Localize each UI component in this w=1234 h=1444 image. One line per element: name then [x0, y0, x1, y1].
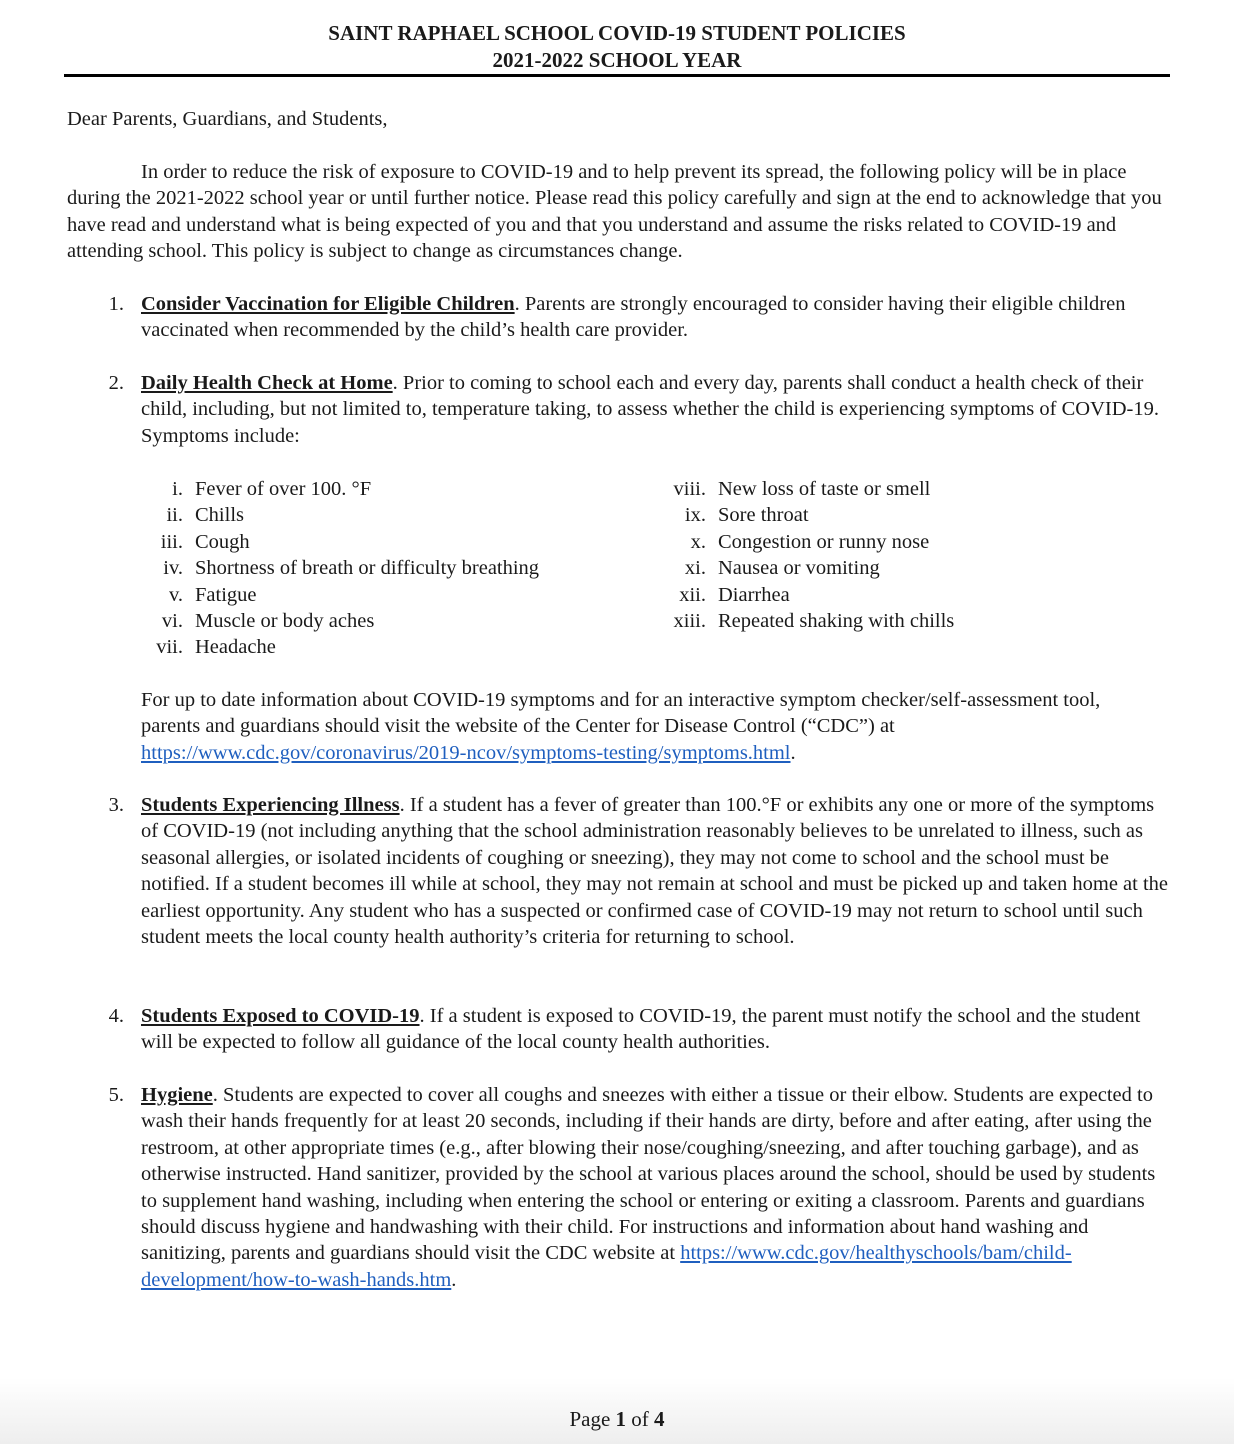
document-title	[64, 20, 1170, 74]
info-text: For up to date information about COVID-19 symptoms and for an interactive symptom checker/self-assessment tool, parents and guardians should visit the website of the Center for Disease Control (“CDC”) at	[141, 689, 1101, 738]
list-item: v. Fatigue	[168, 583, 257, 606]
list-item: xii. Diarrhea	[679, 583, 790, 606]
page-total: 4	[654, 1407, 665, 1431]
page-of-label: of	[631, 1407, 649, 1431]
item-text: . Prior to coming to school each and every day, parents shall conduct a health check of their child, including, but not limited to, temperature taking, to assess whether the child is experiencing symptoms of COVID-19. Symptoms include:	[141, 372, 1159, 447]
list-item: iv. Shortness of breath or difficulty breathing	[163, 557, 540, 580]
list-item: ix. Sore throat	[684, 504, 809, 527]
list-item: ii. Chills	[166, 504, 244, 527]
item-number: 3.	[108, 794, 124, 816]
policy-item-5: 5. Hygiene. Students are expected to cover all coughs and sneezes with either a tissue or their elbow. Students are expected to wash their hands frequently for at least 20 seconds, including if their hands are dirty, before and after eating, after using the restroom, at other appropriate times (e.g., after blowing their nose/coughing/sneezing, and after touching garbage), and as otherwise instructed. Hand sanitizer, provided by the school at various places around the school, should be used by students to supplement hand washing, including when entering the school or entering or exiting a classroom. Parents and guardians should discuss hygiene and handwashing with their child. For instructions and information about hand washing and sanitizing, parents and guardians should visit the CDC website at https://www.cdc.gov/healthyschools/bam/child-development/how-to-wash-hands.htm.	[100, 1082, 1170, 1293]
item-text: . If a student has a fever of greater than 100.°F or exhibits any one or more of the symptoms of COVID-19 (not including anything that the school administration reasonably believes to be unrelated to illness, such as seasonal allergies, or isolated incidents of coughing or sneezing), they may not come to school and the school must be notified. If a student becomes ill while at school, they may not remain at school and must be picked up and taken home at the earliest opportunity. Any student who has a suspected or confirmed case of COVID-19 may not return to school until such student meets the local county health authority’s criteria for returning to school.	[141, 794, 1169, 949]
policy-item-4	[100, 1003, 1170, 1056]
item-heading: Students Exposed to COVID-19	[141, 1005, 420, 1027]
item-number: 5.	[108, 1084, 124, 1106]
item-number: 1.	[108, 293, 124, 315]
item-number: 4.	[108, 1005, 124, 1027]
list-item: viii. New loss of taste or smell	[673, 478, 931, 500]
page-footer	[0, 1405, 1234, 1433]
symptoms-list-left	[143, 476, 643, 661]
cdc-handwashing-link[interactable]: https://www.cdc.gov/healthyschools/bam/child-development/how-to-wash-hands.htm	[141, 1242, 1072, 1291]
salutation: Dear Parents, Guardians, and Students,	[67, 108, 388, 130]
policy-item-1	[100, 291, 1170, 344]
list-item: vii. Headache	[156, 636, 276, 659]
title-line-1: SAINT RAPHAEL SCHOOL COVID-19 STUDENT POLICIES	[328, 21, 906, 45]
symptom-info-paragraph: For up to date information about COVID-19 symptoms and for an interactive symptom checker/self-assessment tool, parents and guardians should visit the website of the Center for Disease Control (“CDC”) at https://www.cdc.gov/coronavirus/2019-ncov/symptoms-testing/symptoms.html.	[141, 689, 1101, 764]
list-item: i. Fever of over 100. °F	[172, 478, 372, 500]
list-item: xiii. Repeated shaking with chills	[673, 609, 955, 632]
item-heading: Students Experiencing Illness	[141, 794, 400, 816]
list-item: x. Congestion or runny nose	[690, 530, 930, 553]
list-item: iii. Cough	[160, 530, 250, 553]
page-current: 1	[615, 1407, 627, 1431]
item-text: . If a student is exposed to COVID-19, the parent must notify the school and the student will be expected to follow all guidance of the local county health authorities.	[141, 1005, 1141, 1054]
list-item: vi. Muscle or body aches	[161, 609, 375, 632]
policy-item-3	[100, 792, 1170, 950]
item-text: . Parents are strongly encouraged to consider having their eligible children vaccinated when recommended by the child’s health care provider.	[141, 293, 1126, 342]
item-heading: Consider Vaccination for Eligible Children	[141, 293, 515, 315]
page-label: Page	[569, 1407, 611, 1431]
title-divider	[64, 74, 1170, 77]
list-item: xi. Nausea or vomiting	[684, 557, 880, 580]
item-heading: Hygiene	[141, 1084, 213, 1106]
item-heading: Daily Health Check at Home	[141, 372, 393, 394]
policy-item-2	[100, 370, 1170, 449]
item-text: . Students are expected to cover all coughs and sneezes with either a tissue or their elbow. Students are expected to wash their hands frequently for at least 20 seconds, including if their hands are dirty, before and after eating, after using the restroom, at other appropriate times (e.g., after blowing their nose/coughing/sneezing, and after touching garbage), and as otherwise instructed. Hand sanitizer, provided by the school at various places around the school, should be used by students to supplement hand washing, including when entering the school or entering or exiting a classroom. Parents and guardians should discuss hygiene and handwashing with their child. For instructions and information about hand washing and sanitizing, parents and guardians should visit the CDC website at	[141, 1084, 1156, 1265]
item-number: 2.	[108, 372, 124, 394]
cdc-symptoms-link[interactable]: https://www.cdc.gov/coronavirus/2019-ncov/symptoms-testing/symptoms.html	[141, 741, 791, 764]
symptoms-list-right	[666, 476, 1166, 634]
intro-paragraph: In order to reduce the risk of exposure to COVID-19 and to help prevent its spread, the following policy will be in place during the 2021-2022 school year or until further notice. Please read this policy carefully and sign at the end to acknowledge that you have read and understand what is being expected of you and that you understand and assume the risks related to COVID-19 and attending school. This policy is subject to change as circumstances change.	[67, 161, 1162, 263]
title-line-2: 2021-2022 SCHOOL YEAR	[492, 48, 742, 72]
